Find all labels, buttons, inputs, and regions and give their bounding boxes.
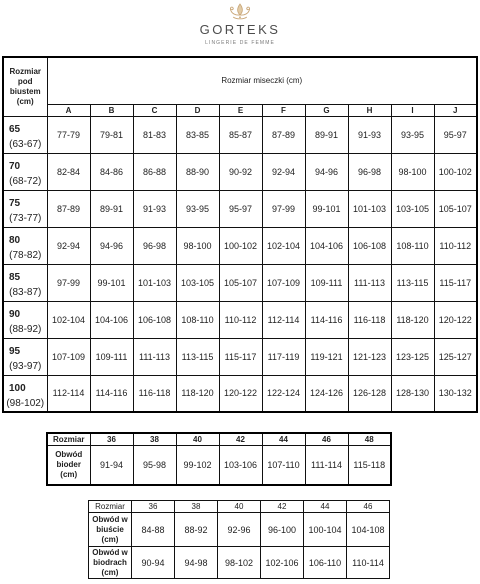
body-table-body: [89, 513, 390, 579]
ornament-emblem-icon: [227, 3, 253, 21]
band-range-value: (68-72): [9, 176, 42, 187]
bust-range-cell: 112-114: [47, 375, 90, 412]
bust-range-cell: 115-117: [434, 264, 477, 301]
bust-range-cell: 88-90: [176, 153, 219, 190]
bust-range-cell: 111-113: [133, 338, 176, 375]
bust-range-cell: 85-87: [219, 116, 262, 153]
bust-range-cell: 91-93: [348, 116, 391, 153]
bust-range-cell: 105-107: [434, 190, 477, 227]
cup-letter-g: G: [305, 104, 348, 116]
band-range-value: (63-67): [9, 139, 42, 150]
band-size-cell: [3, 190, 47, 227]
band-row-100: [3, 375, 477, 412]
measurement-range-cell: 96-100: [261, 513, 304, 547]
band-size-value: 65: [9, 124, 21, 135]
bust-range-cell: 87-89: [262, 116, 305, 153]
measurement-range-cell: 92-96: [218, 513, 261, 547]
measurement-row: [89, 547, 390, 579]
bust-range-cell: 87-89: [47, 190, 90, 227]
cup-letter-e: E: [219, 104, 262, 116]
band-row-75: [3, 190, 477, 227]
cup-letter-h: H: [348, 104, 391, 116]
size-48-header: 48: [348, 433, 391, 445]
bust-range-cell: 110-112: [434, 227, 477, 264]
measurement-range-cell: 100-104: [304, 513, 347, 547]
bust-range-cell: 94-96: [305, 153, 348, 190]
bust-range-cell: 96-98: [348, 153, 391, 190]
measurement-range-cell: 88-92: [175, 513, 218, 547]
bust-range-cell: 79-81: [90, 116, 133, 153]
hip-range-cell: 103-106: [219, 445, 262, 485]
hip-range-cell: 99-102: [176, 445, 219, 485]
hip-size-table: [46, 432, 392, 486]
size-36-header: 36: [90, 433, 133, 445]
bust-range-cell: 103-105: [391, 190, 434, 227]
size-44-header: 44: [304, 501, 347, 513]
size-40-header: 40: [218, 501, 261, 513]
bust-range-cell: 108-110: [176, 301, 219, 338]
hip-range-cell: 115-118: [348, 445, 391, 485]
bust-range-cell: 120-122: [434, 301, 477, 338]
bust-range-cell: 100-102: [219, 227, 262, 264]
hip-range-cell: 107-110: [262, 445, 305, 485]
hip-circumference-row: [47, 445, 391, 485]
band-size-header-label: Rozmiar pod biustem (cm): [9, 66, 42, 106]
bust-range-cell: 105-107: [219, 264, 262, 301]
measurement-range-cell: 104-108: [347, 513, 390, 547]
bust-range-cell: 106-108: [348, 227, 391, 264]
bust-range-cell: 93-95: [391, 116, 434, 153]
bust-range-cell: 103-105: [176, 264, 219, 301]
body-measurement-table: [88, 500, 390, 579]
cup-letter-f: F: [262, 104, 305, 116]
bust-range-cell: 91-93: [133, 190, 176, 227]
band-size-value: 85: [9, 272, 21, 283]
bra-size-table: [2, 56, 478, 413]
measurement-range-cell: 98-102: [218, 547, 261, 579]
size-40-header: 40: [176, 433, 219, 445]
band-size-cell: [3, 116, 47, 153]
size-46-header: 46: [305, 433, 348, 445]
bust-range-cell: 118-120: [391, 301, 434, 338]
band-size-cell: [3, 338, 47, 375]
bust-range-cell: 107-109: [262, 264, 305, 301]
measurement-label: Obwód w biodrach (cm): [92, 547, 128, 577]
bust-range-cell: 124-126: [305, 375, 348, 412]
band-size-cell: [3, 301, 47, 338]
bust-range-cell: 113-115: [176, 338, 219, 375]
bust-range-cell: 101-103: [348, 190, 391, 227]
band-range-value: (78-82): [9, 250, 42, 261]
size-36-header: 36: [132, 501, 175, 513]
measurement-range-cell: 84-88: [132, 513, 175, 547]
hip-range-cell: 111-114: [305, 445, 348, 485]
band-size-value: 75: [9, 198, 21, 209]
band-size-value: 100: [9, 382, 26, 394]
bust-range-cell: 97-99: [262, 190, 305, 227]
band-size-cell: [3, 227, 47, 264]
hip-table-size-row: [47, 433, 391, 445]
band-row-95: [3, 338, 477, 375]
measurement-label-cell: [89, 513, 132, 547]
bust-range-cell: 96-98: [133, 227, 176, 264]
measurement-range-cell: 102-106: [261, 547, 304, 579]
bust-range-cell: 115-117: [219, 338, 262, 375]
bust-range-cell: 116-118: [133, 375, 176, 412]
bust-range-cell: 104-106: [90, 301, 133, 338]
cup-size-header: Rozmiar miseczki (cm): [47, 57, 477, 104]
cup-letter-d: D: [176, 104, 219, 116]
bust-range-cell: 100-102: [434, 153, 477, 190]
measurement-range-cell: 106-110: [304, 547, 347, 579]
bust-range-cell: 116-118: [348, 301, 391, 338]
measurement-label-cell: [89, 547, 132, 579]
hip-circumference-label: Obwód bioder (cm): [55, 449, 83, 479]
size-42-header: 42: [219, 433, 262, 445]
band-row-65: [3, 116, 477, 153]
bust-range-cell: 81-83: [133, 116, 176, 153]
cup-letter-j: J: [434, 104, 477, 116]
bust-range-cell: 101-103: [133, 264, 176, 301]
bust-range-cell: 89-91: [90, 190, 133, 227]
bust-range-cell: 102-104: [262, 227, 305, 264]
bust-range-cell: 125-127: [434, 338, 477, 375]
measurement-label: Obwód w biuście (cm): [92, 514, 128, 544]
bust-range-cell: 113-115: [391, 264, 434, 301]
measurement-row: [89, 513, 390, 547]
bust-range-cell: 114-116: [90, 375, 133, 412]
band-size-value: 70: [9, 161, 21, 172]
bust-range-cell: 111-113: [348, 264, 391, 301]
bust-range-cell: 110-112: [219, 301, 262, 338]
bust-range-cell: 89-91: [305, 116, 348, 153]
bust-range-cell: 112-114: [262, 301, 305, 338]
measurement-range-cell: 90-94: [132, 547, 175, 579]
bust-range-cell: 92-94: [47, 227, 90, 264]
bust-range-cell: 122-124: [262, 375, 305, 412]
band-range-value: (93-97): [9, 361, 42, 372]
body-table-size-row: [89, 501, 390, 513]
bust-range-cell: 126-128: [348, 375, 391, 412]
bust-range-cell: 106-108: [133, 301, 176, 338]
bust-range-cell: 130-132: [434, 375, 477, 412]
bust-range-cell: 109-111: [90, 338, 133, 375]
bust-range-cell: 108-110: [391, 227, 434, 264]
bust-range-cell: 98-100: [391, 153, 434, 190]
bust-range-cell: 84-86: [90, 153, 133, 190]
size-44-header: 44: [262, 433, 305, 445]
band-size-cell: [3, 375, 47, 412]
bust-range-cell: 104-106: [305, 227, 348, 264]
size-38-header: 38: [175, 501, 218, 513]
bust-range-cell: 99-101: [305, 190, 348, 227]
band-size-value: 95: [9, 346, 21, 357]
hip-range-cell: 91-94: [90, 445, 133, 485]
band-size-cell: [3, 153, 47, 190]
hip-range-cell: 95-98: [133, 445, 176, 485]
band-row-70: [3, 153, 477, 190]
bust-range-cell: 95-97: [434, 116, 477, 153]
band-range-value: (88-92): [9, 324, 42, 335]
bust-range-cell: 123-125: [391, 338, 434, 375]
band-row-85: [3, 264, 477, 301]
cup-letter-a: A: [47, 104, 90, 116]
size-label-header: Rozmiar: [89, 501, 132, 513]
cup-letter-b: B: [90, 104, 133, 116]
measurement-range-cell: 94-98: [175, 547, 218, 579]
band-size-value: 90: [9, 309, 21, 320]
bra-table-header-row: [3, 57, 477, 104]
size-42-header: 42: [261, 501, 304, 513]
bust-range-cell: 118-120: [176, 375, 219, 412]
size-38-header: 38: [133, 433, 176, 445]
band-row-80: [3, 227, 477, 264]
bust-range-cell: 77-79: [47, 116, 90, 153]
bust-range-cell: 119-121: [305, 338, 348, 375]
bra-table-body: [3, 116, 477, 412]
bust-range-cell: 114-116: [305, 301, 348, 338]
bust-range-cell: 82-84: [47, 153, 90, 190]
bust-range-cell: 90-92: [219, 153, 262, 190]
bust-range-cell: 93-95: [176, 190, 219, 227]
brand-name: GORTEKS: [199, 22, 281, 37]
bust-range-cell: 83-85: [176, 116, 219, 153]
bust-range-cell: 97-99: [47, 264, 90, 301]
bust-range-cell: 121-123: [348, 338, 391, 375]
bust-range-cell: 92-94: [262, 153, 305, 190]
bust-range-cell: 128-130: [391, 375, 434, 412]
band-range-value: (83-87): [9, 287, 42, 298]
bust-range-cell: 117-119: [262, 338, 305, 375]
bust-range-cell: 95-97: [219, 190, 262, 227]
band-size-header: [3, 57, 47, 116]
bust-range-cell: 102-104: [47, 301, 90, 338]
bust-range-cell: 86-88: [133, 153, 176, 190]
size-46-header: 46: [347, 501, 390, 513]
size-label-header: Rozmiar: [47, 433, 90, 445]
cup-letter-c: C: [133, 104, 176, 116]
band-range-value: (98-102): [6, 397, 45, 409]
bust-range-cell: 98-100: [176, 227, 219, 264]
band-size-value: 80: [9, 235, 21, 246]
brand-tagline: LINGERIE DE FEMME: [205, 40, 275, 46]
cup-letters-row: [3, 104, 477, 116]
bust-range-cell: 107-109: [47, 338, 90, 375]
hip-circumference-label-cell: [47, 445, 90, 485]
band-size-cell: [3, 264, 47, 301]
bust-range-cell: 94-96: [90, 227, 133, 264]
band-range-value: (73-77): [9, 213, 42, 224]
bust-range-cell: 99-101: [90, 264, 133, 301]
bust-range-cell: 109-111: [305, 264, 348, 301]
band-row-90: [3, 301, 477, 338]
cup-letter-i: I: [391, 104, 434, 116]
measurement-range-cell: 110-114: [347, 547, 390, 579]
bust-range-cell: 120-122: [219, 375, 262, 412]
